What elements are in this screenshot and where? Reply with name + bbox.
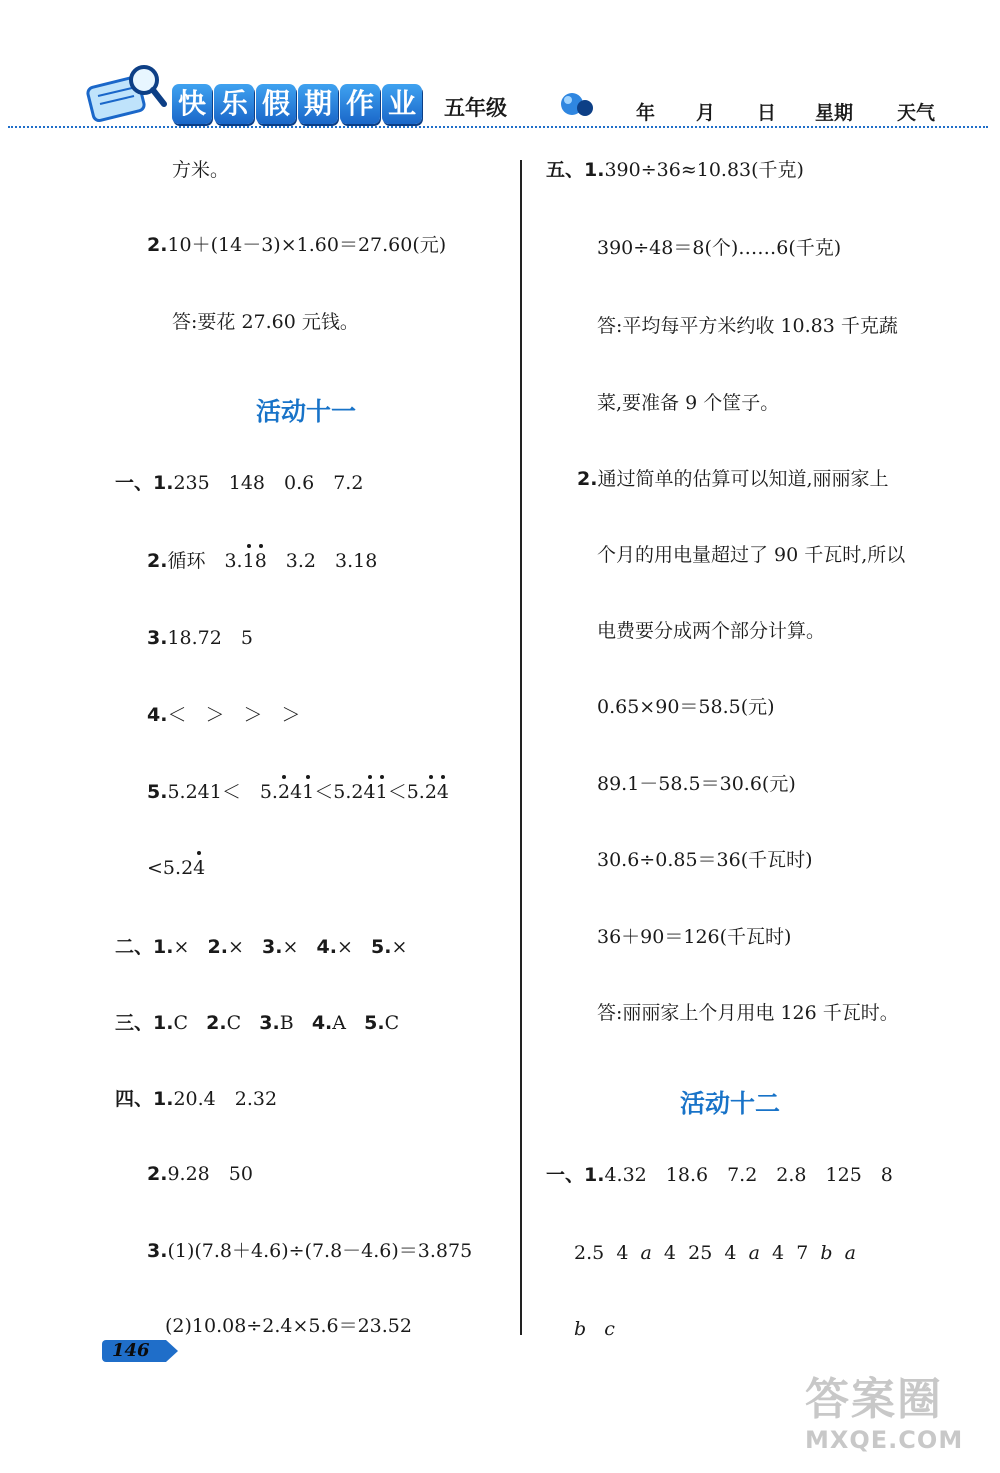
answer-text: 4 — [663, 1242, 677, 1264]
answer-line: 个月的用电量超过了 90 千瓦时,所以 — [597, 544, 906, 566]
answer-text: × — [282, 936, 299, 958]
answer-text: 390÷36≈10.83(千克) — [604, 159, 804, 181]
item-number: 4. — [311, 1012, 333, 1034]
answer-text: 20.4 2.32 — [173, 1088, 278, 1110]
item-number: 3. — [262, 936, 283, 958]
title-char: 作 — [340, 84, 380, 124]
item-number: 5. — [147, 781, 168, 803]
item-number: 2. — [207, 936, 228, 958]
answer-line: 89.1－58.5＝30.6(元) — [597, 773, 796, 795]
section-heading: 活动十一 — [256, 397, 357, 426]
answer-line — [115, 1086, 277, 1112]
variable: b — [820, 1242, 833, 1264]
item-number: 3. — [259, 1012, 280, 1034]
item-number: 4. — [147, 704, 168, 726]
item-number: 5. — [371, 936, 392, 958]
variable: c — [604, 1318, 615, 1340]
answer-line: (2)10.08÷2.4×5.6＝23.52 — [165, 1315, 412, 1337]
answer-text: 7 — [796, 1242, 809, 1264]
digit: 2 — [351, 781, 364, 803]
answer-text: × — [336, 936, 353, 958]
answer-line — [147, 1161, 253, 1187]
answer-text: 4 — [772, 1242, 785, 1264]
answer-line — [147, 232, 446, 258]
repeating-digit: 2 — [277, 781, 291, 803]
answer-line — [546, 1162, 893, 1188]
answer-text: × — [391, 936, 408, 958]
answer-line: 30.6÷0.85＝36(千瓦时) — [597, 849, 813, 871]
item-number: 3. — [147, 627, 168, 649]
answer-line — [115, 470, 363, 496]
repeating-digit: 4 — [193, 857, 206, 879]
answer-line: 390÷48＝8(个)……6(千克) — [597, 237, 842, 259]
item-number: 1. — [153, 936, 174, 958]
answer-text: 3.2 3.18 — [266, 550, 378, 572]
book-title — [172, 84, 422, 124]
answer-line — [115, 1010, 399, 1036]
weekday-label: 星期 — [815, 102, 854, 124]
answer-text: 9.28 50 — [167, 1163, 253, 1185]
repeating-digit: 4 — [363, 781, 376, 803]
answer-line — [574, 1316, 615, 1342]
answer-text: ＜5. — [387, 781, 425, 803]
answer-text: 2.5 — [574, 1242, 605, 1264]
answer-text: 235 148 0.6 7.2 — [173, 472, 364, 494]
item-number: 2. — [147, 234, 168, 256]
answer-text: 18.72 5 — [167, 627, 253, 649]
answer-text: B — [279, 1012, 294, 1034]
repeating-digit: 1 — [242, 550, 255, 572]
answer-text: 5.241＜ 5. — [167, 781, 278, 803]
title-char: 快 — [172, 84, 212, 124]
section-prefix: 一、 — [115, 472, 154, 494]
answer-text: 循环 3. — [167, 550, 243, 572]
title-char: 假 — [256, 84, 296, 124]
answer-line: 方米。 — [172, 159, 230, 181]
section-prefix: 一、 — [546, 1164, 585, 1186]
answer-line — [147, 779, 449, 805]
item-number: 3. — [147, 1240, 168, 1262]
item-number: 2. — [577, 468, 598, 490]
answer-text: 4 — [616, 1242, 629, 1264]
watermark-url: MXQE.COM — [805, 1426, 964, 1454]
item-number: 2. — [206, 1012, 227, 1034]
answer-line: 电费要分成两个部分计算。 — [597, 620, 826, 642]
section-prefix: 三、 — [115, 1012, 154, 1034]
answer-line — [147, 702, 300, 728]
variable: a — [748, 1242, 760, 1264]
weather-label: 天气 — [897, 102, 936, 124]
section-prefix: 五、 — [546, 159, 585, 181]
item-number: 1. — [584, 1164, 605, 1186]
answer-line — [147, 1238, 472, 1264]
item-number: 2. — [147, 1163, 168, 1185]
answer-text: C — [226, 1012, 242, 1034]
answer-line: 答:平均每平方米约收 10.83 千克蔬 — [597, 315, 898, 337]
year-label: 年 — [636, 102, 656, 124]
digit: 4 — [290, 781, 303, 803]
answer-text: <5. — [147, 857, 182, 879]
answer-line: 0.65×90＝58.5(元) — [597, 696, 775, 718]
item-number: 1. — [584, 159, 605, 181]
section-prefix: 四、 — [115, 1088, 154, 1110]
digit: 2 — [181, 857, 194, 879]
answer-text: 25 — [688, 1242, 713, 1264]
answer-line — [147, 625, 253, 651]
item-number: 5. — [364, 1012, 385, 1034]
globe-icon — [556, 86, 596, 122]
title-char: 期 — [298, 84, 338, 124]
answer-line: 菜,要准备 9 个筐子。 — [597, 392, 780, 414]
answer-line — [147, 548, 377, 574]
section-prefix: 二、 — [115, 936, 154, 958]
watermark-logo-text: 答案圈 — [805, 1374, 943, 1425]
item-number: 1. — [153, 472, 174, 494]
answer-text: C — [173, 1012, 189, 1034]
item-number: 1. — [153, 1088, 174, 1110]
answer-text: × — [227, 936, 244, 958]
answer-text: (1)(7.8＋4.6)÷(7.8－4.6)＝3.875 — [167, 1240, 473, 1262]
repeating-digit: 2 — [424, 781, 437, 803]
answer-line: 答:丽丽家上个月用电 126 千瓦时。 — [597, 1002, 899, 1024]
answer-line — [147, 855, 205, 881]
answer-text: 4 — [724, 1242, 737, 1264]
variable: a — [844, 1242, 856, 1264]
answer-line — [577, 466, 889, 492]
title-char: 业 — [382, 84, 422, 124]
answer-line — [574, 1240, 856, 1266]
repeating-digit: 1 — [375, 781, 388, 803]
variable: a — [640, 1242, 652, 1264]
answer-text: 4.32 18.6 7.2 2.8 125 8 — [604, 1164, 893, 1186]
answer-text: C — [384, 1012, 400, 1034]
variable: b — [574, 1318, 587, 1340]
item-number: 1. — [153, 1012, 174, 1034]
title-char: 乐 — [214, 84, 254, 124]
column-divider — [520, 160, 522, 1335]
answer-text: 10＋(14－3)×1.60＝27.60(元) — [167, 234, 447, 256]
answer-line — [115, 934, 407, 960]
answer-line — [546, 157, 804, 183]
page-header — [0, 0, 1000, 135]
answer-text: ＜5. — [314, 781, 352, 803]
header-dotted-line — [8, 126, 988, 128]
repeating-digit: 8 — [254, 550, 267, 572]
item-number: 2. — [147, 550, 168, 572]
answer-text: 通过简单的估算可以知道,丽丽家上 — [597, 468, 889, 490]
notebook-magnifier-icon — [82, 62, 168, 128]
page-number: 146 — [102, 1340, 166, 1362]
answer-line: 答:要花 27.60 元钱。 — [172, 311, 359, 333]
page-arrow-icon — [166, 1340, 178, 1362]
answer-text: A — [332, 1012, 346, 1034]
answer-line: 36＋90＝126(千瓦时) — [597, 926, 792, 948]
section-heading: 活动十二 — [680, 1089, 781, 1118]
day-label: 日 — [757, 102, 777, 124]
grade-label: 五年级 — [444, 96, 507, 120]
item-number: 4. — [316, 936, 337, 958]
answer-text: ＜ ＞ ＞ ＞ — [167, 704, 301, 726]
repeating-digit: 1 — [302, 781, 315, 803]
watermark — [805, 1375, 990, 1465]
answer-text: × — [173, 936, 190, 958]
month-label: 月 — [696, 102, 716, 124]
repeating-digit: 4 — [436, 781, 450, 803]
